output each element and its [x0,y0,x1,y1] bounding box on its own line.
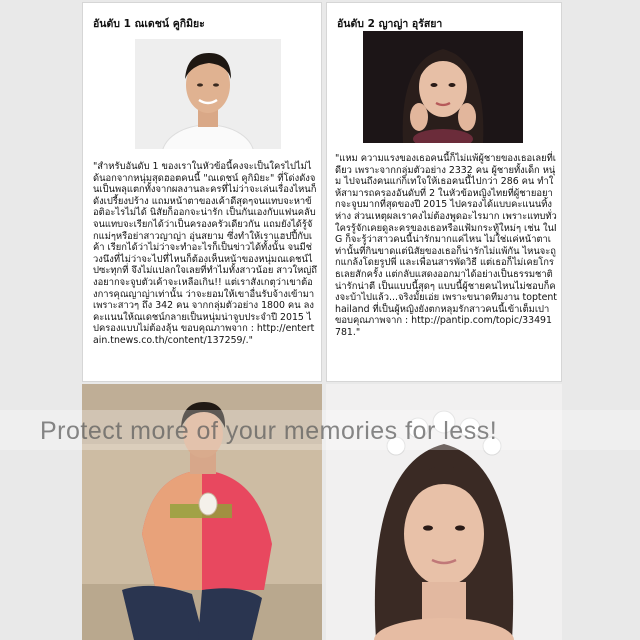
rank-1-title: อันดับ 1 ณเดชน์ คูกิมิยะ [93,18,205,30]
man-portrait-illustration [135,39,281,149]
rank-1-portrait-photo [135,39,281,149]
watermark-band [0,410,640,450]
rank-1-description: "สำหรับอันดับ 1 ของเราในหัวข้อนี้คงจะเป็นใครไปไม่ได้นอกจากหนุ่มสุดฮอตคนนี้ "ณเดชน์ คูกิมิยะ" ที่โด่งดังจนเป็นพลุแตกทั้งจากผลงานละครที่ไม่ว่าจะเล่นเรื่องไหนก็ดังเปรี้ยงปร้าง แถมหน้าตาของเค้าดีสุดๆจนแทบจะหาข้อติอะไรไม่ได้ นิสัยก็ออกจะน่ารัก เป็นกันเองกับแฟนคลับ จนแทบจะเรียกได้ว่าเป็นครองครัวเดียวกัน แถมยังได้รู้จักแม่ๆหรือย่าสาวญาญ่า อุ่นสยาม ซึ่งทำให้เราแฮปปี้กับเค้า เรียกได้ว่าไม่ว่าจะทำอะไรก็เป็นข่าวได้ทั้งนั้น จนมีช่วงนึงที่ไม่ว่าจะไปที่ไหนก็ต้องเห็นหน้าของหนุ่มณเดชน์ไปซะทุกที่ จึงไม่แปลกใจเลยที่ทำไมทั้งสาวน้อย สาวใหญ่ถึงอยากจะจูบตัวเค้าจะเหลือเกิน!! แต่เราสังเกตุว่าเขาต้องการคุณญาญ่าเท่านั้น ว่าจะยอมให้เขาอื่นรับจ้างเข้ามา เพราะสาวๆ ถึง 342 คน จากกลุ่มตัวอย่าง 1800 คน ลงคะแนนให้ณเดชน์กลายเป็นหนุ่มน่าจูบประจำปี 2015 ไปครองแบบไม่ต้องลุ้น ขอบคุณภาพจาก : http://entertain.tnews.co.th/content/137259/." [93,161,317,346]
woman-portrait-illustration [363,31,523,143]
rank-2-portrait-photo [363,31,523,143]
rank-1-card [82,2,322,382]
rank-2-card [326,2,562,382]
rank-2-description: "แหม ความแรงของเธอคนนี้ก็ไม่แพ้ผู้ชายของเธอเลยที่เดียว เพราะจากกลุ่มตัวอย่าง 2332 คน ผู้ชายทั้งเด็ก หนุ่ม ไปจนถึงคนแก่ก็เทใจให้เธอคนนี้ไปกว่า 286 คน ทำให้สามารถครองอันดับที่ 2 ในหัวข้อหญิงไทยที่ผู้ชายอยากจะจูบมากที่สุดของปี 2015 ไปครองได้แบบคะแนนทิ้งห่าง ส่วนเหตุผลเราคงไม่ต้องพูดอะไรมาก เพราะแทบทั่วใครรู้จักเคยดูละครของเธอหรือแฟ้มกระทู้ใหม่ๆ เช่น ในIG ก็จะรู้ว่าสาวคนนี้น่ารักมากแค่ไหน ไม่ใช่แค่หน้าตาเท่านั้นที่กินขาดแต่นิสัยของเธอก็น่ารักไม่แพ้กัน ไหนจะถูกแกล้งโดยรูปพี่ และเพื่อนสารพัดวิธี แต่เธอก็ไม่เคยโกรธเลยสักครั้ง แต่กลับแสดงออกมาได้อย่างเป็นธรรมชาติ น่ารักน่าตี เป็นแบบนี้สุดๆ แบบนี้ผู้ชายคนไหนไม่ชอบก็คงจะบ้าไปแล้ว...จริงมั้ยเอ่ย เพราะขนาดทีมงาน toptenthailand ที่เป็นผู้หญิงยังตกหลุมรักสาวคนนี้เข้าเต็มเปา ขอบคุณภาพจาก : http://pantip.com/topic/33491781." [335,153,557,338]
watermark-text: Protect more of your memories for less! [40,417,498,445]
rank-2-title: อันดับ 2 ญาญ่า อุรัสยา [337,18,443,30]
